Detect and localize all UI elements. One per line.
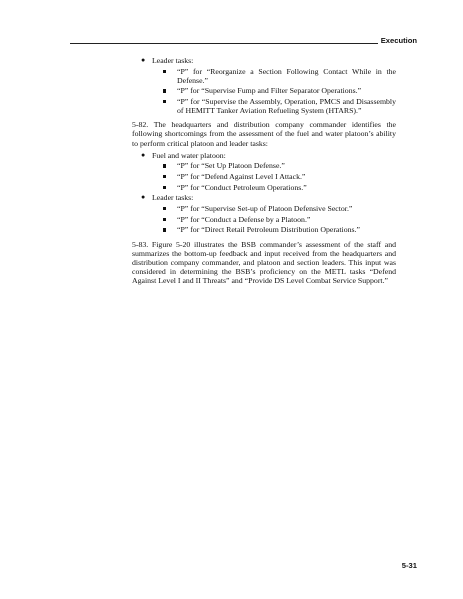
bullet-dot-icon: ●	[141, 56, 146, 64]
sub-bullet	[132, 204, 396, 213]
bullet-fuel-water-platoon	[132, 151, 396, 160]
paragraph-5-82: 5-82. The headquarters and distribution company commander identifies the following shortcomings from the assessment of the fuel and water platoon’s ability to perform critical platoon and leader tasks:	[132, 120, 396, 148]
paragraph-5-83: 5-83. Figure 5-20 illustrates the BSB commander’s assessment of the staff and summarizes the bottom-up feedback and input received from the headquarters and distribution company commander, and platoon and section leaders. This input was considered in determining the BSB’s proficiency on the METL tasks “Defend Against Level I and II Threats” and “Provide DS Level Combat Service Support.”	[132, 239, 396, 285]
square-bullet-icon	[163, 207, 166, 210]
square-bullet-icon	[163, 70, 166, 73]
sub-bullet-text: “P” for “Direct Retail Petroleum Distribution Operations.”	[177, 225, 360, 235]
page-number: 5-31	[401, 561, 417, 570]
bullet-leader-tasks-2	[132, 193, 396, 202]
sub-bullet	[132, 161, 396, 170]
sub-bullet-text: “P” for “Reorganize a Section Following Contact While in the Defense.”	[177, 66, 396, 85]
square-bullet-icon	[163, 186, 166, 189]
square-bullet-icon	[163, 218, 166, 221]
square-bullet-icon	[163, 228, 166, 231]
bullet-heading: Leader tasks:	[152, 193, 194, 203]
square-bullet-icon	[163, 89, 166, 92]
square-bullet-icon	[163, 175, 166, 178]
sub-bullet	[132, 225, 396, 234]
bullet-dot-icon: ●	[141, 150, 146, 159]
sub-bullet	[132, 183, 396, 192]
sub-bullet-text: “P” for “Supervise the Assembly, Operation, PMCS and Disassembly of HEMITT Tanker Aviation Refueling System (HTARS).”	[177, 97, 396, 116]
header-rule	[70, 43, 417, 44]
bullet-leader-tasks-1	[132, 56, 396, 65]
bullet-heading: Leader tasks:	[152, 56, 194, 65]
page-body	[132, 55, 396, 288]
sub-bullet	[132, 67, 396, 85]
sub-bullet-text: “P” for “Conduct a Defense by a Platoon.”	[177, 214, 311, 224]
sub-bullet	[132, 215, 396, 224]
sub-bullet-text: “P” for “Defend Against Level I Attack.”	[177, 172, 306, 181]
bullet-dot-icon: ●	[141, 193, 146, 202]
square-bullet-icon	[163, 164, 166, 167]
running-header-title: Execution	[378, 36, 417, 45]
sub-bullet-text: “P” for “Set Up Platoon Defense.”	[177, 161, 285, 171]
sub-bullet-text: “P” for “Supervise Set-up of Platoon Defensive Sector.”	[177, 204, 353, 214]
sub-bullet-text: “P” for “Supervise Fump and Filter Separator Operations.”	[177, 86, 362, 96]
sub-bullet	[132, 172, 396, 181]
bullet-heading: Fuel and water platoon:	[152, 150, 226, 160]
sub-bullet	[132, 97, 396, 115]
sub-bullet-text: “P” for “Conduct Petroleum Operations.”	[177, 182, 307, 192]
square-bullet-icon	[163, 100, 166, 103]
sub-bullet	[132, 86, 396, 95]
